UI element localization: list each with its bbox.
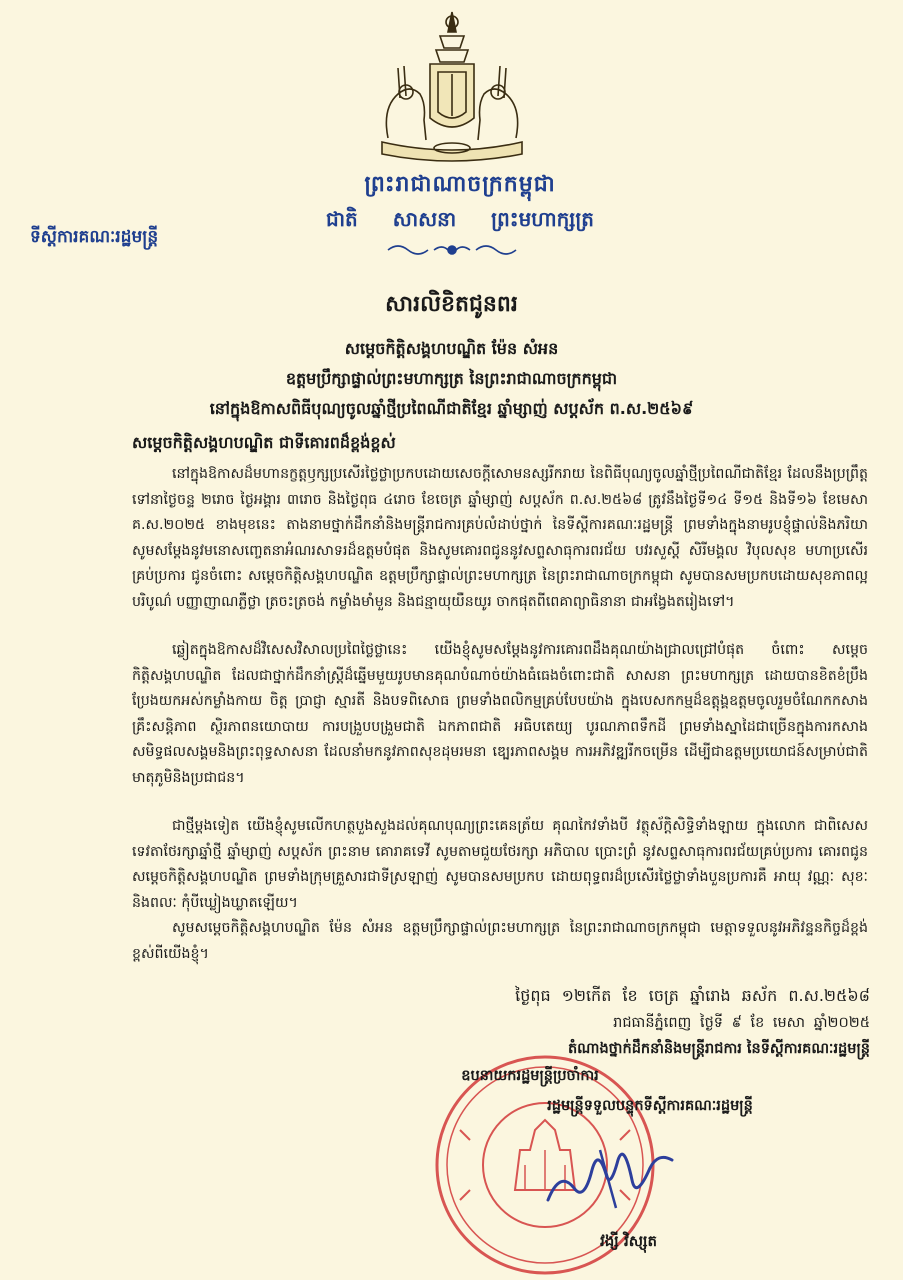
kingdom-heading: ព្រះរាជាណាចក្រកម្ពុជា	[364, 172, 556, 197]
royal-coat-of-arms-icon	[368, 8, 536, 168]
recipient-title: ឧត្តមប្រឹក្សាផ្ទាល់ព្រះមហាក្សត្រ នៃព្រះរាជាណាចក្រកម្ពុជា	[285, 369, 618, 388]
signatory-ministry: រដ្ឋមន្ត្រីទទួលបន្ទុកទីស្តីការគណៈរដ្ឋមន្ត្រី	[547, 1098, 753, 1114]
signatory-name: វង្សី វិស្សុត	[600, 1232, 658, 1250]
office-name: ទីស្តីការគណៈរដ្ឋមន្ត្រី	[30, 227, 159, 247]
paragraph: ជាថ្មីម្តងទៀត យើងខ្ញុំសូមលើកហត្ថបួងសួងដល់គុណបុណ្យព្រះគេនត្រ័យ គុណកៃវទាំងបី វត្ថុស័ក្តិសិទ្ធិទាំងឡាយ ក្នុងលោក ជាពិសេស ទេវតាថែរក្សាឆ្នាំថ្មី ឆ្នាំម្សាញ់ សប្តស័ក ព្រះនាម គោរាគទេវី សូមតាមជួយថែរក្សា អភិបាល ប្រោះព្រំ នូវសព្ទសាធុការពរជ័យគ្រប់ប្រការ គោរពជូន សម្តេចកិត្តិសង្គហបណ្ឌិត ព្រមទាំងក្រុមគ្រួសារជាទីស្រឡាញ់ សូមបានសមប្រកប ដោយពុទ្ធពរដ៏ប្រសើរថ្លៃថ្លាទាំងបួនប្រការគឺ អាយុ វណ្ណៈ សុខៈ និងពលៈ កុំបីឃ្លៀងឃ្លាតឡើយ។	[132, 818, 868, 911]
occasion-line: នៅក្នុងឱកាសពិធីបុណ្យចូលឆ្នាំថ្មីប្រពៃណីជាតិខ្មែរ ឆ្នាំម្សាញ់ សប្តស័ក ព.ស.២៥៦៩	[209, 399, 694, 418]
signatory-representation: តំណាងថ្នាក់ដឹកនាំនិងមន្ត្រីរាជការ នៃទីស្តីការគណៈរដ្ឋមន្ត្រី	[567, 1041, 870, 1057]
signatory-position: ឧបនាយករដ្ឋមន្ត្រីប្រចាំការ	[461, 1068, 599, 1084]
handwritten-signature-icon	[540, 1130, 680, 1220]
paragraph: សូមសម្តេចកិត្តិសង្គហបណ្ឌិត ម៉ែន សំអន ឧត្តមប្រឹក្សាផ្ទាល់ព្រះមហាក្សត្រ នៃព្រះរាជាណាចក្រកម្ពុជា មេត្តាទទួលនូវអភិវន្ទនកិច្ចដ៏ខ្ពង់ខ្ពស់ពីយើងខ្ញុំ។	[132, 920, 868, 962]
paragraph: ឆ្លៀតក្នុងឱកាសដ៏វិសេសវិសាលប្រពៃថ្លៃថ្លានេះ យើងខ្ញុំសូមសម្តែងនូវការគោរពដឹងគុណយ៉ាងជ្រាលជ្រៅបំផុត ចំពោះ សម្តេចកិត្តិសង្គហបណ្ឌិត ដែលជាថ្នាក់ដឹកនាំស្ត្រីដ៏ឆ្នើមមួយរូបមានគុណបំណាច់យ៉ាងធំធេងចំពោះជាតិ សាសនា ព្រះមហាក្សត្រ ដោយបានខិតខំប្រឹងប្រែងយកអស់កម្លាំងកាយ ចិត្ត ប្រាជ្ញា ស្មារតី និងបទពិសោធ ព្រមទាំងពលិកម្មគ្រប់បែបយ៉ាង ក្នុងបេសកកម្មដ៏ឧត្តុង្គឧត្តមចូលរួមចំណែកកសាងគ្រឹះសន្តិភាព ស្ថិរភាពនយោបាយ ការបង្រួបបង្រួមជាតិ ឯកភាពជាតិ អធិបតេយ្យ បូរណភាពទឹកដី ព្រមទាំងស្នាដៃជាច្រើនក្នុងការកសាងសមិទ្ធផលសង្គមនិងព្រះពុទ្ធសាសនា ដែលនាំមកនូវភាពសុខដុមរមនា ឌ្បេរភាពសង្គម ការអភិវឌ្ឍរីកចម្រើន ដើម្បីជាឧត្តមប្រយោជន៍សម្រាប់ជាតិមាតុភូមិនិងប្រជាជន។	[132, 642, 868, 786]
document-title: សារលិខិតជូនពរ	[385, 292, 518, 317]
paragraph: នៅក្នុងឱកាសដ៏មហានក្ខត្តឫក្សប្រសើរថ្លៃថ្លាប្រកបដោយសេចក្តីសោមនស្សរីករាយ នៃពិធីបុណ្យចូលឆ្នាំថ្មីប្រពៃណីជាតិខ្មែរ ដែលនឹងប្រព្រឹត្តទៅនាថ្ងៃចន្ទ ២រោច ថ្ងៃអង្គារ ៣រោច និងថ្ងៃពុធ ៤រោច ខែចេត្រ ឆ្នាំម្សាញ់ សប្តស័ក ព.ស.២៥៦៨ ត្រូវនឹងថ្ងៃទី១៤ ទី១៥ និងទី១៦ ខែមេសា គ.ស.២០២៥ ខាងមុខនេះ តាងនាមថ្នាក់ដឹកនាំនិងមន្ត្រីរាជការគ្រប់លំដាប់ថ្នាក់ នៃទីស្តីការគណៈរដ្ឋមន្ត្រី ព្រមទាំងក្នុងនាមរូបខ្ញុំផ្ទាល់និងភរិយា សូមសម្តែងនូវមនោសញ្ចេតនាអំណរសាទរដ៏ឧត្តមបំផុត និងសូមគោរពជូននូវសព្ទសាធុការពរជ័យ បវរសួស្តី សិរីមង្គល វិបុលសុខ មហាប្រសើរគ្រប់ប្រការ ជូនចំពោះ សម្តេចកិត្តិសង្គហបណ្ឌិត ឧត្តមប្រឹក្សាផ្ទាល់ព្រះមហាក្សត្រ នៃព្រះរាជាណាចក្រកម្ពុជា សូមបានសមប្រកបដោយសុខភាពល្អបរិបូណ៌ បញ្ញាញាណភ្លឺថ្លា ត្រចះត្រចង់ កម្លាំងមាំមួន និងជន្មាយុយឺនយូរ ចាកផុតពីពេគាព្យាធិនានា ជាអង្វែងតរៀងទៅ។	[132, 466, 868, 610]
lunar-date: ថ្ងៃពុធ ១២កើត ខែ ចេត្រ ឆ្នាំរោង ឆស័ក ព.ស.២៥៦៨	[515, 986, 870, 1005]
solar-date: រាជធានីភ្នំពេញ ថ្ងៃទី ៩ ខែ មេសា ឆ្នាំ២០២៥	[613, 1015, 870, 1031]
recipient-name: សម្តេចកិត្តិសង្គហបណ្ឌិត ម៉ែន សំអន	[344, 339, 559, 358]
salutation: សម្តេចកិត្តិសង្គហបណ្ឌិត ជាទីគោរពដ៏ខ្ពង់ខ្ពស់	[132, 433, 396, 452]
ornament-divider-icon	[382, 240, 522, 260]
national-motto: ជាតិ សាសនា ព្រះមហាក្សត្រ	[326, 207, 594, 231]
